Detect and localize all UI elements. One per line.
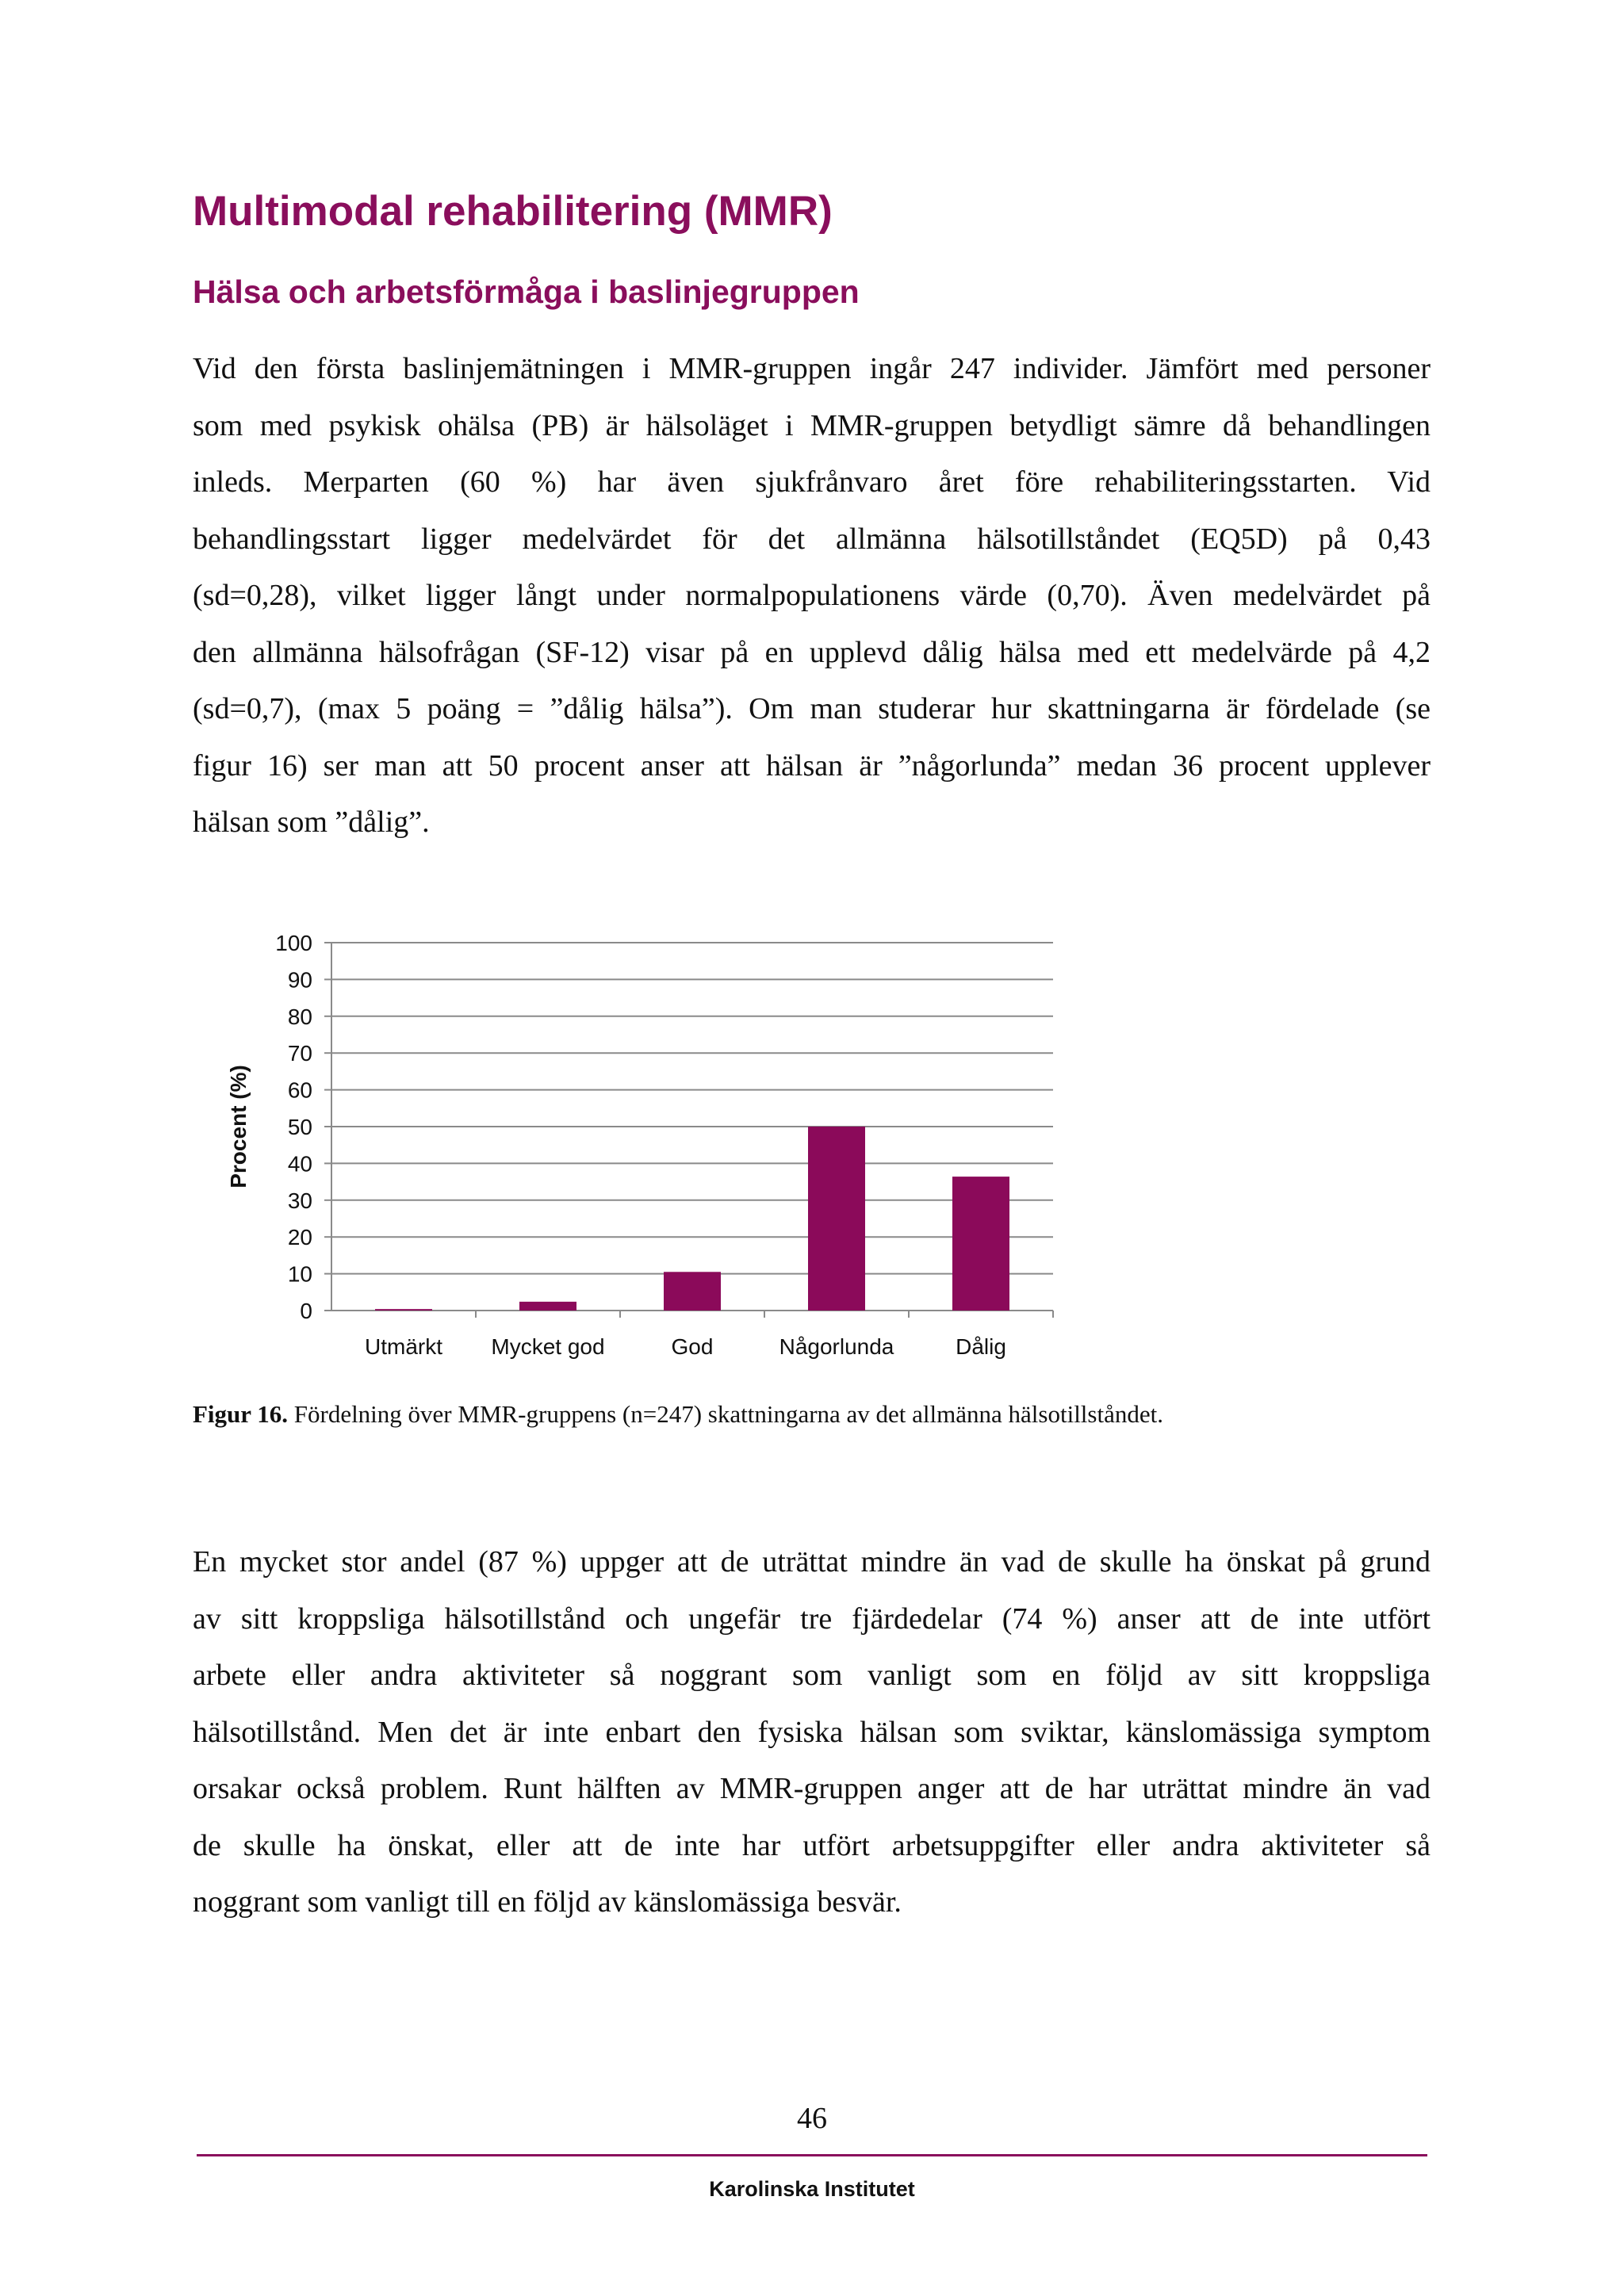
y-tick-label: 10 <box>287 1261 312 1287</box>
figure-caption-label: Figur 16. <box>193 1400 288 1428</box>
section-heading: Multimodal rehabilitering (MMR) <box>193 188 833 235</box>
x-tick-label: Utmärkt <box>365 1334 442 1359</box>
paragraph-line: av sitt kroppsliga hälsotillstånd och ungefär tre fjärdedelar (74 %) anser att de inte utfört <box>193 1601 1431 1636</box>
paragraph-line: orsakar också problem. Runt hälften av MMR-gruppen anger att de har uträttat mindre än vad <box>193 1772 1431 1805</box>
figure-caption <box>193 1400 1163 1429</box>
paragraph-line: den allmänna hälsofrågan (SF-12) visar på en upplevd dålig hälsa med ett medelvärde på 4,2 <box>193 635 1431 669</box>
paragraph-line: de skulle ha önskat, eller att de inte har utfört arbetsuppgifter eller andra aktiviteter så <box>193 1828 1431 1862</box>
y-tick-label: 60 <box>287 1077 312 1103</box>
y-tick-label: 90 <box>287 967 312 993</box>
x-tick-label: Dålig <box>956 1334 1006 1359</box>
bar-god <box>664 1272 721 1311</box>
x-tick-label: Mycket god <box>491 1334 605 1359</box>
bar-någorlunda <box>808 1127 865 1311</box>
x-tick-label: God <box>671 1334 714 1359</box>
bar-utmärkt <box>375 1309 432 1311</box>
y-tick-label: 40 <box>287 1151 312 1177</box>
y-tick-label: 50 <box>287 1115 312 1139</box>
x-tick-label: Någorlunda <box>779 1334 894 1359</box>
y-tick-label: 30 <box>287 1188 312 1213</box>
paragraph-line: behandlingsstart ligger medelvärdet för det allmänna hälsotillståndet (EQ5D) på 0,43 <box>193 522 1431 556</box>
paragraph-functional-limitations <box>193 1534 1431 1931</box>
y-tick-label: 0 <box>300 1299 312 1323</box>
y-axis-ticks <box>275 931 331 1323</box>
x-axis-labels <box>365 1311 1053 1359</box>
y-axis-label: Procent (%) <box>226 1065 251 1188</box>
paragraph-line: som med psykisk ohälsa (PB) är hälsoläget i MMR-gruppen betydligt sämre då behandlingen <box>193 408 1431 442</box>
y-tick-label: 70 <box>287 1041 312 1066</box>
page-number: 46 <box>797 2102 827 2135</box>
bar-dålig <box>952 1177 1009 1311</box>
chart-gridlines <box>331 943 1053 1311</box>
health-distribution-chart <box>222 920 1126 1372</box>
paragraph-line: noggrant som vanligt till en följd av känslomässiga besvär. <box>193 1885 902 1919</box>
y-tick-label: 100 <box>275 931 312 955</box>
paragraph-line: figur 16) ser man att 50 procent anser att hälsan är ”någorlunda” medan 36 procent upplever <box>193 748 1431 783</box>
footer-organization: Karolinska Institutet <box>709 2177 915 2201</box>
paragraph-line: (sd=0,7), (max 5 poäng = ”dålig hälsa”). Om man studerar hur skattningarna är fördelade (se <box>193 692 1431 725</box>
footer-divider <box>197 2154 1427 2156</box>
y-tick-label: 20 <box>287 1225 312 1250</box>
bar-mycket-god <box>519 1302 576 1311</box>
paragraph-line: arbete eller andra aktiviteter så noggrant som vanligt som en följd av sitt kroppsliga <box>193 1659 1431 1692</box>
paragraph-line: Vid den första baslinjemätningen i MMR-gruppen ingår 247 individer. Jämfört med personer <box>193 352 1431 385</box>
y-tick-label: 80 <box>287 1004 312 1029</box>
chart-bars <box>375 1127 1009 1311</box>
paragraph-line: hälsotillstånd. Men det är inte enbart den fysiska hälsan som sviktar, känslomässiga symptom <box>193 1715 1431 1749</box>
paragraph-baseline-health <box>193 341 1431 851</box>
figure-caption-text: Fördelning över MMR-gruppens (n=247) skattningarna av det allmänna hälsotillståndet. <box>288 1400 1163 1428</box>
paragraph-line: (sd=0,28), vilket ligger långt under normalpopulationens värde (0,70). Även medelvärdet på <box>193 579 1431 612</box>
paragraph-line: En mycket stor andel (87 %) uppger att de uträttat mindre än vad de skulle ha önskat på grund <box>193 1545 1431 1578</box>
subsection-heading: Hälsa och arbetsförmåga i baslinjegruppen <box>193 274 860 310</box>
paragraph-line: inleds. Merparten (60 %) har även sjukfrånvaro året före rehabiliteringsstarten. Vid <box>193 465 1431 499</box>
paragraph-line: hälsan som ”dålig”. <box>193 806 430 839</box>
